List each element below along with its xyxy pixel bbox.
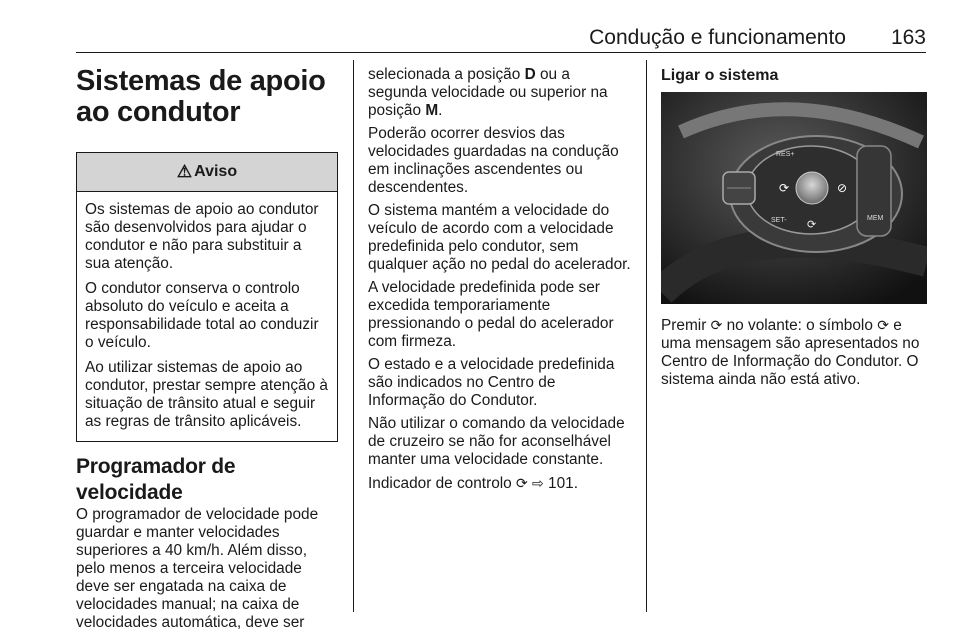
warning-triangle-icon: ⚠ bbox=[176, 162, 193, 181]
heading-cruise-control: Programador de velocidade bbox=[76, 455, 236, 504]
heading-driver-assistance: Sistemas de apoio ao condutor bbox=[76, 65, 326, 128]
cruise-control-icon: ⟳ bbox=[877, 317, 889, 333]
cruise-control-icon: ⟳ bbox=[516, 475, 528, 491]
page-header bbox=[76, 22, 926, 53]
svg-text:RES+: RES+ bbox=[776, 151, 795, 158]
svg-text:⟳: ⟳ bbox=[807, 218, 817, 231]
body-paragraph: A velocidade predefinida pode ser excedida temporariamente pressionando o pedal do acelerador com firmeza. bbox=[368, 279, 614, 350]
steering-wheel-controls-image bbox=[661, 92, 927, 304]
svg-text:⊘: ⊘ bbox=[837, 181, 848, 195]
body-paragraph: O programador de velocidade pode guardar e manter velocidades superiores a 40 km/h. Além disso, pelo menos a terceira velocidade deve ser engatada na caixa de velocidades manual; na caixa de velocidades automática, deve ser bbox=[76, 506, 319, 631]
body-paragraph: Poderão ocorrer desvios das velocidades guardadas na condução em inclinações ascendentes ou descendentes. bbox=[368, 125, 619, 196]
body-paragraph: selecionada a posição D ou a segunda velocidade ou superior na posição M. bbox=[368, 66, 608, 119]
column-3 bbox=[661, 60, 927, 394]
warning-header bbox=[77, 153, 337, 192]
svg-text:SET-: SET- bbox=[771, 217, 787, 224]
heading-switch-on: Ligar o sistema bbox=[661, 67, 779, 84]
warning-paragraph: Ao utilizar sistemas de apoio ao condutor, prestar sempre atenção à situação de trânsito atual e seguir as regras de trânsito aplicáveis. bbox=[85, 359, 328, 430]
body-paragraph: O sistema mantém a velocidade do veículo de acordo com a velocidade predefinida pelo condutor, sem qualquer ação no pedal do acelerador. bbox=[368, 202, 631, 273]
section-title: Condução e funcionamento bbox=[589, 26, 846, 49]
column-divider bbox=[646, 60, 647, 612]
page-reference-arrow-icon[interactable]: ⇨ bbox=[532, 475, 544, 491]
column-divider bbox=[353, 60, 354, 612]
svg-text:MEM: MEM bbox=[867, 215, 884, 222]
warning-paragraph: Os sistemas de apoio ao condutor são desenvolvidos para ajudar o condutor e não para substituir a sua atenção. bbox=[85, 201, 319, 272]
warning-body bbox=[77, 192, 337, 441]
column-1 bbox=[76, 60, 338, 637]
body-paragraph: Indicador de controlo ⟳ ⇨ 101. bbox=[368, 475, 578, 492]
warning-paragraph: O condutor conserva o controlo absoluto do veículo e aceita a responsabilidade total ao conduzir o veículo. bbox=[85, 280, 319, 351]
body-paragraph: O estado e a velocidade predefinida são indicados no Centro de Informação do Condutor. bbox=[368, 356, 615, 409]
warning-box bbox=[76, 152, 338, 442]
body-paragraph: Premir ⟳ no volante: o símbolo ⟳ e uma mensagem são apresentados no Centro de Informação do Condutor. O sistema ainda não está ativo. bbox=[661, 317, 920, 388]
cruise-control-icon: ⟳ bbox=[710, 317, 723, 333]
warning-title: Aviso bbox=[194, 163, 238, 180]
svg-text:⟳: ⟳ bbox=[779, 181, 790, 195]
page-number: 163 bbox=[890, 26, 926, 49]
column-2 bbox=[368, 60, 632, 498]
body-paragraph: Não utilizar o comando da velocidade de cruzeiro se não for aconselhável manter uma velocidade constante. bbox=[368, 415, 625, 468]
